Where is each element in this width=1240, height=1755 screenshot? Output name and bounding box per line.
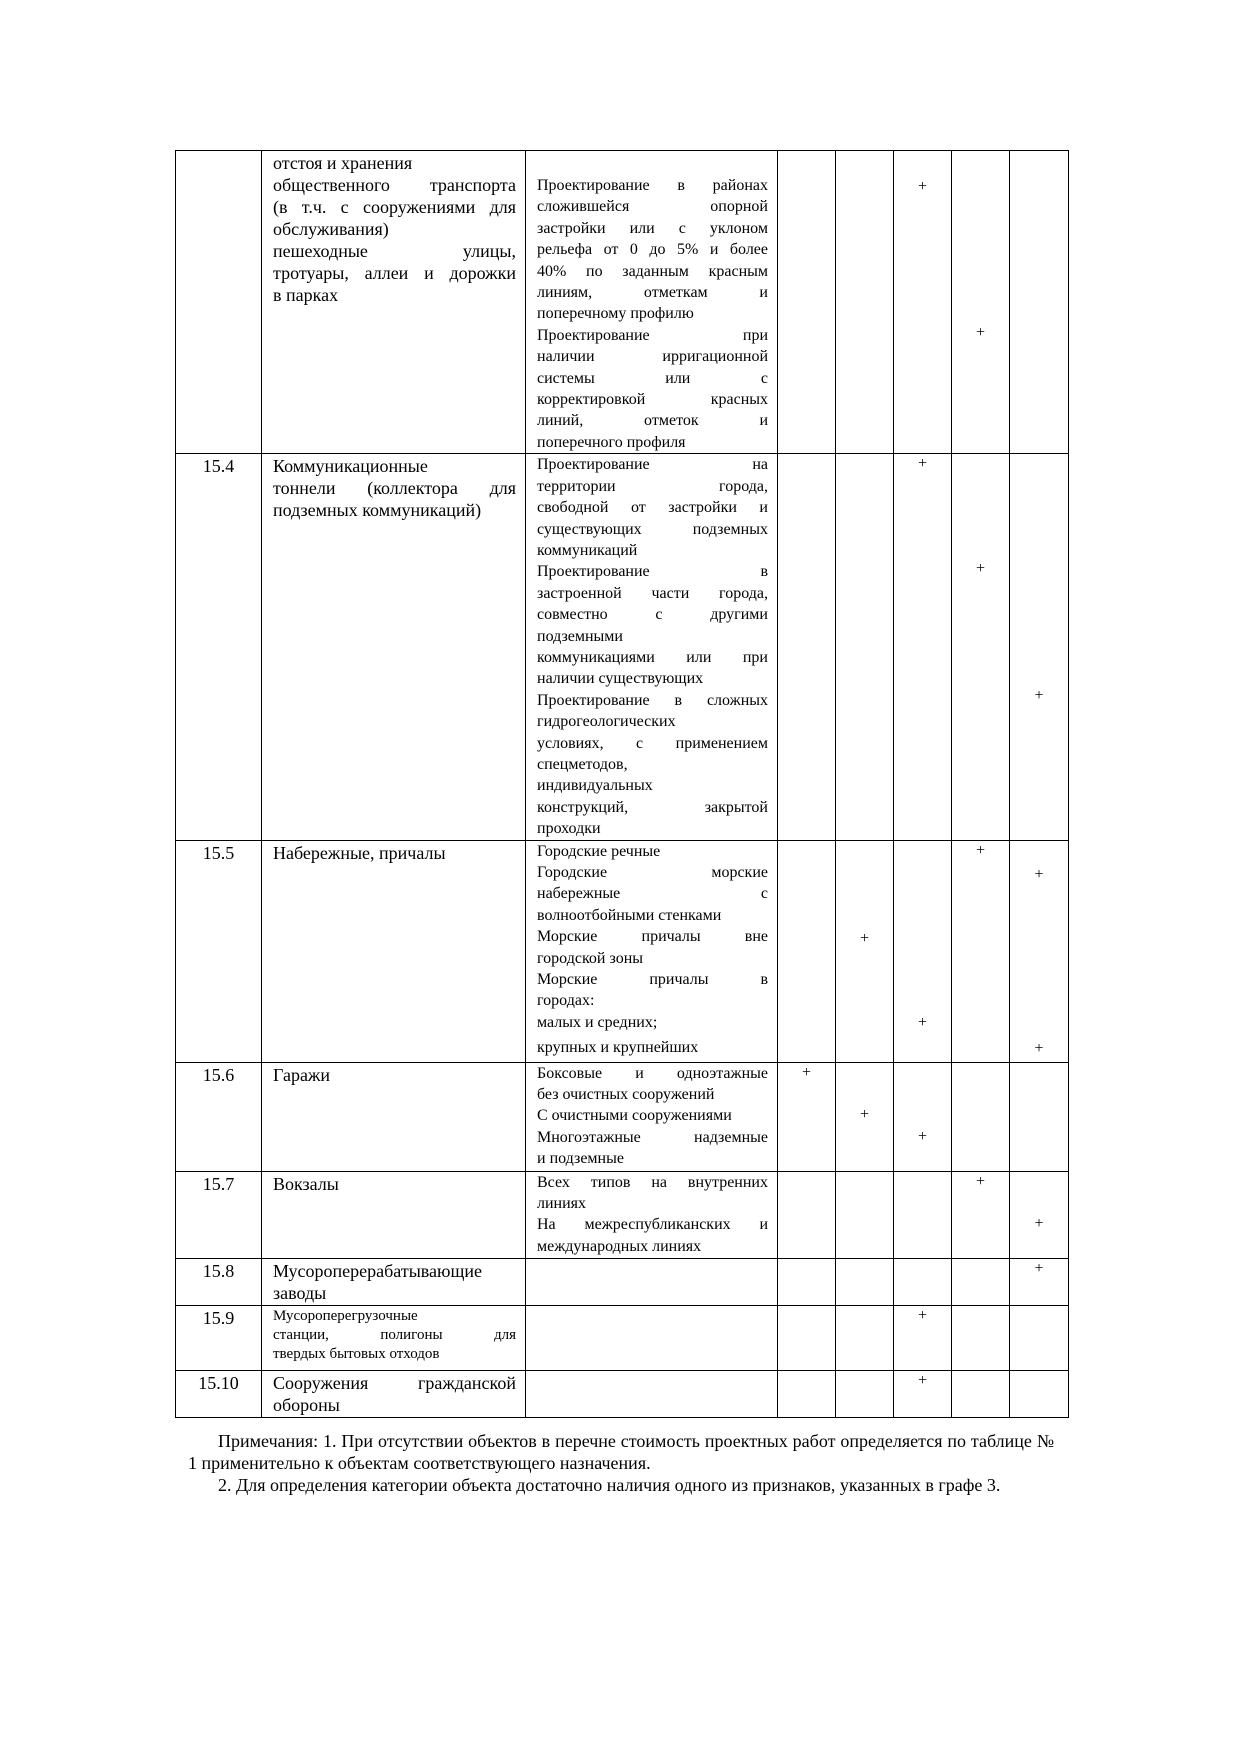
category-4-cell [952, 1062, 1010, 1171]
conditions-cell [526, 454, 778, 840]
condition-line: гидрогеологических [537, 713, 676, 731]
table-row [176, 1062, 1069, 1171]
condition-line: линиях [537, 1195, 587, 1212]
condition-line: наличии существующих [537, 670, 704, 688]
name-line: тротуары, аллеи и дорожки [273, 263, 516, 283]
condition-item [537, 1127, 768, 1170]
plus-mark: + [1034, 865, 1044, 883]
object-name [262, 840, 526, 1062]
category-1-cell [778, 151, 836, 454]
plus-mark: + [917, 1013, 928, 1031]
plus-mark: + [801, 1063, 812, 1081]
category-2-cell [836, 1370, 894, 1417]
plus-mark: + [1034, 1214, 1044, 1232]
condition-line: корректировкой красных [537, 391, 768, 409]
condition-item [537, 325, 768, 453]
condition-line: международных линиях [537, 1237, 702, 1255]
condition-line: Проектирование при [537, 326, 768, 344]
condition-line: свободной от застройки и [537, 499, 768, 517]
plus-mark: + [975, 841, 986, 859]
object-name [262, 1258, 526, 1305]
plus-mark: + [1034, 1039, 1044, 1057]
condition-line: рельефа от 0 до 5% и более [537, 241, 768, 259]
table-row [176, 1171, 1069, 1258]
condition-item [537, 1037, 768, 1058]
condition-line: проходки [537, 820, 601, 838]
category-4-cell [952, 1258, 1010, 1305]
row-number: 15.8 [176, 1258, 262, 1305]
category-2-cell [836, 1305, 894, 1370]
condition-line: На межреспубликанских и [537, 1216, 768, 1234]
category-2-cell [836, 1062, 894, 1171]
name-line: Набережные, причалы [273, 842, 446, 863]
category-1-cell [778, 1062, 836, 1171]
category-4-cell [952, 1305, 1010, 1370]
category-1-cell [778, 1171, 836, 1258]
category-3-cell [894, 1370, 952, 1417]
conditions-cell [526, 1171, 778, 1258]
name-line: Гаражи [273, 1064, 331, 1085]
category-1-cell [778, 1305, 836, 1370]
plus-mark: + [1034, 687, 1044, 705]
condition-line: застройки или с уклоном [537, 219, 768, 237]
condition-line: коммуникаций [537, 541, 638, 559]
category-3-cell [894, 1171, 952, 1258]
condition-item [537, 841, 768, 862]
object-name [262, 1171, 526, 1258]
table-row [176, 840, 1069, 1062]
category-3-cell [894, 151, 952, 454]
table-row [176, 1258, 1069, 1305]
condition-line: Городские речные [537, 842, 661, 860]
table-row [176, 1370, 1069, 1417]
object-name [262, 1370, 526, 1417]
conditions-cell [526, 840, 778, 1062]
object-name [262, 1062, 526, 1171]
condition-line: линий, отметок и [537, 412, 768, 430]
name-line: станции, полигоны для [273, 1326, 516, 1343]
conditions-cell [526, 1305, 778, 1370]
condition-item [537, 926, 768, 969]
plus-mark: + [975, 1172, 986, 1190]
plus-mark: + [917, 1306, 928, 1324]
notes-section [188, 1430, 1054, 1496]
condition-line: наличии ирригационной [537, 348, 768, 366]
condition-item [537, 1214, 768, 1257]
table-row [176, 151, 1069, 454]
condition-line: спецметодов, [537, 755, 628, 773]
condition-line: Проектирование в районах [537, 177, 768, 194]
conditions-cell [526, 151, 778, 454]
condition-item [537, 1063, 768, 1106]
plus-mark: + [975, 324, 986, 341]
category-1-cell [778, 454, 836, 840]
name-line: тоннели (коллектора для [273, 478, 516, 499]
name-line: обслуживания) [273, 219, 389, 239]
condition-line: 40% по заданным красным [537, 262, 768, 280]
category-5-cell [1010, 1062, 1069, 1171]
row-number: 15.10 [176, 1370, 262, 1417]
condition-line: волноотбойными стенками [537, 906, 722, 924]
condition-line: Многоэтажные надземные [537, 1128, 768, 1146]
name-line: Мусороперегрузочные [273, 1307, 418, 1324]
category-4-cell [952, 840, 1010, 1062]
condition-line: малых и средних; [537, 1013, 658, 1031]
category-4-cell [952, 1370, 1010, 1417]
category-2-cell [836, 1171, 894, 1258]
plus-mark: + [917, 178, 928, 195]
conditions-cell [526, 1258, 778, 1305]
condition-line: застроенной части города, [537, 584, 768, 602]
condition-line: набережные с [537, 885, 768, 903]
category-3-cell [894, 1062, 952, 1171]
category-4-cell [952, 1171, 1010, 1258]
categories-table [175, 150, 1069, 1418]
category-5-cell [1010, 151, 1069, 454]
condition-line: территории города, [537, 477, 768, 495]
category-5-cell [1010, 454, 1069, 840]
plus-mark: + [1034, 1259, 1044, 1277]
condition-item [537, 862, 768, 926]
condition-line: сложившейся опорной [537, 198, 768, 216]
category-4-cell [952, 151, 1010, 454]
category-3-cell [894, 454, 952, 840]
category-1-cell [778, 1370, 836, 1417]
condition-line: крупных и крупнейших [537, 1039, 699, 1057]
condition-line: конструкций, закрытой [537, 798, 768, 816]
name-line: пешеходные улицы, [273, 241, 516, 261]
condition-line: индивидуальных [537, 777, 653, 795]
note-1: Примечания: 1. При отсутствии объектов в перечне стоимость проектных работ определяется по таблице № 1 применительно к объектам соответствующего назначения. [188, 1431, 1054, 1473]
condition-line: коммуникациями или при [537, 648, 768, 666]
category-3-cell [894, 1258, 952, 1305]
row-number: 15.5 [176, 840, 262, 1062]
object-name [262, 454, 526, 840]
category-3-cell [894, 840, 952, 1062]
condition-line: Проектирование на [537, 456, 768, 474]
condition-line: Всех типов на внутренних [537, 1173, 768, 1191]
condition-line: условиях, с применением [537, 734, 768, 752]
name-line: твердых бытовых отходов [273, 1345, 440, 1362]
table-row [176, 454, 1069, 840]
name-line: Мусороперерабатывающие [273, 1260, 482, 1281]
condition-line: системы или с [537, 369, 768, 387]
plus-mark: + [917, 1371, 928, 1389]
conditions-cell [526, 1062, 778, 1171]
condition-item [537, 454, 768, 561]
category-5-cell [1010, 840, 1069, 1062]
plus-mark: + [917, 455, 928, 473]
plus-mark: + [859, 929, 870, 947]
note-2: 2. Для определения категории объекта достаточно наличия одного из признаков, указанных в графе 3. [218, 1475, 1001, 1495]
object-name [262, 151, 526, 454]
condition-line: и подземные [537, 1150, 624, 1168]
name-line: (в т.ч. с сооружениями для [273, 197, 516, 217]
condition-line: Морские причалы вне [537, 928, 768, 946]
row-number: 15.4 [176, 454, 262, 840]
name-line: заводы [273, 1282, 327, 1303]
name-line: общественного транспорта [273, 175, 516, 195]
row-number: 15.7 [176, 1171, 262, 1258]
name-line: подземных коммуникаций) [273, 500, 482, 521]
category-4-cell [952, 454, 1010, 840]
name-line: обороны [273, 1394, 340, 1415]
category-3-cell [894, 1305, 952, 1370]
category-5-cell [1010, 1258, 1069, 1305]
condition-line: существующих подземных [537, 520, 768, 538]
conditions-cell [526, 1370, 778, 1417]
condition-item [537, 175, 768, 325]
category-2-cell [836, 454, 894, 840]
name-line: в парках [273, 285, 339, 305]
category-2-cell [836, 1258, 894, 1305]
category-2-cell [836, 151, 894, 454]
condition-line: Морские причалы в [537, 971, 768, 989]
row-number: 15.9 [176, 1305, 262, 1370]
category-1-cell [778, 1258, 836, 1305]
condition-line: Боксовые и одноэтажные [537, 1064, 768, 1082]
category-2-cell [836, 840, 894, 1062]
object-name [262, 1305, 526, 1370]
condition-line: городах: [537, 992, 595, 1010]
condition-line: Проектирование в сложных [537, 691, 768, 709]
condition-item [537, 969, 768, 1033]
category-1-cell [778, 840, 836, 1062]
condition-item [537, 561, 768, 689]
condition-line: поперечному профилю [537, 305, 694, 323]
condition-item [537, 1172, 768, 1215]
category-5-cell [1010, 1370, 1069, 1417]
plus-mark: + [917, 1127, 928, 1145]
condition-line: линиям, отметкам и [537, 284, 768, 302]
plus-mark: + [859, 1105, 870, 1123]
category-5-cell [1010, 1171, 1069, 1258]
condition-line: подземными [537, 627, 623, 645]
condition-line: совместно с другими [537, 606, 768, 624]
row-number: 15.6 [176, 1062, 262, 1171]
condition-line: Городские морские [537, 864, 768, 881]
condition-line: поперечного профиля [537, 433, 686, 451]
name-line: отстоя и хранения [273, 153, 413, 173]
name-line: Коммуникационные [273, 456, 428, 477]
condition-line: городской зоны [537, 949, 644, 967]
plus-mark: + [975, 560, 986, 578]
category-5-cell [1010, 1305, 1069, 1370]
condition-line: С очистными сооружениями [537, 1107, 732, 1125]
name-line: Сооружения гражданской [273, 1372, 516, 1393]
table-row [176, 1305, 1069, 1370]
row-number [176, 151, 262, 454]
name-line: Вокзалы [273, 1173, 339, 1194]
condition-item [537, 690, 768, 840]
condition-line: Проектирование в [537, 563, 768, 581]
condition-item [537, 1105, 768, 1126]
condition-line: без очистных сооружений [537, 1086, 715, 1103]
